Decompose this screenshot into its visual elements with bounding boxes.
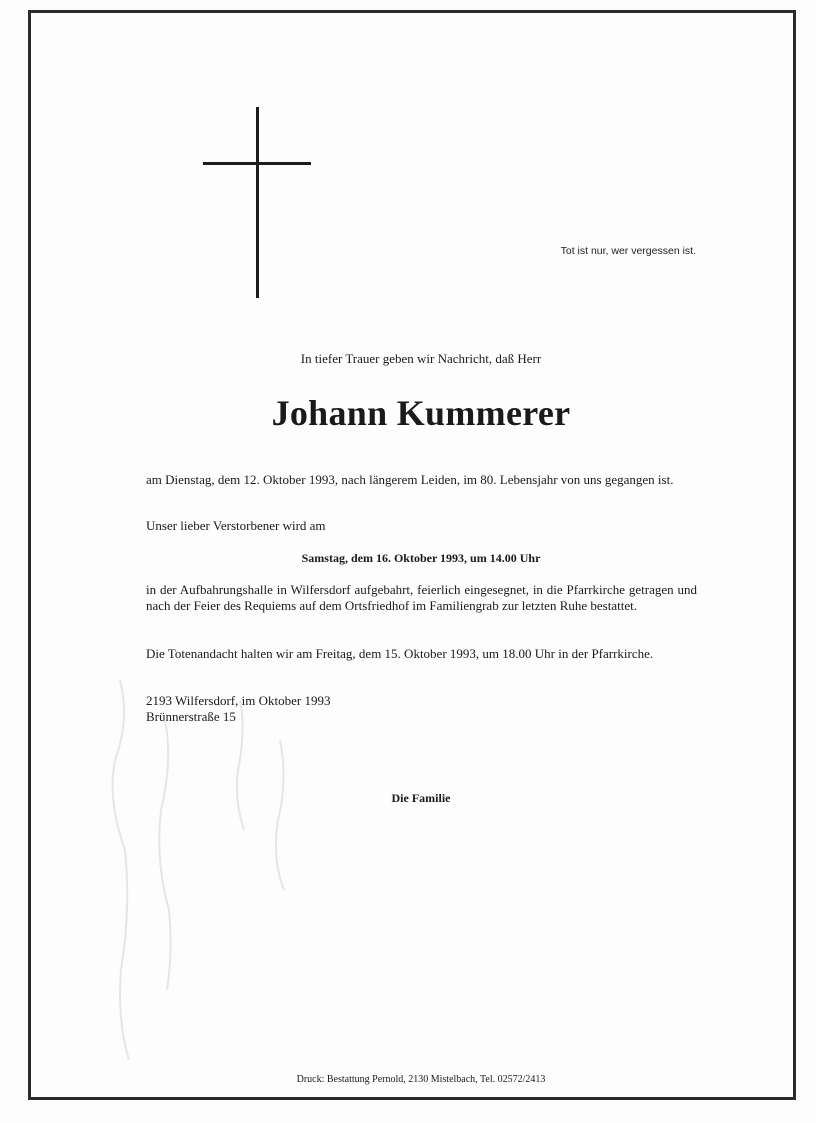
place-date: 2193 Wilfersdorf, im Oktober 1993 [146,693,331,708]
address: Brünnerstraße 15 [146,709,236,724]
deceased-name: Johann Kummerer [271,393,571,433]
prayer-service: Die Totenandacht halten wir am Freitag, dem 15. Oktober 1993, um 18.00 Uhr in der Pfarrkirche. [146,646,654,661]
motto: Tot ist nur, wer vergessen ist. [560,245,696,257]
funeral-details: in der Aufbahrungshalle in Wilfersdorf aufgebahrt, feierlich eingesegnet, in die Pfarrkirche getragen und nach der Feier des Requiems auf dem Ortsfriedhof im Familiengrab zur letzten Ruhe bestattet. [146,582,697,613]
cross-icon-horizontal-bar [203,162,311,165]
signature: Die Familie [391,791,451,805]
cross-icon-vertical-bar [256,107,259,298]
announcement-intro: In tiefer Trauer geben wir Nachricht, daß Herr [300,351,542,366]
show-through-handwriting [90,660,350,1080]
funeral-intro: Unser lieber Verstorbener wird am [146,518,326,533]
printer-credit: Druck: Bestattung Pernold, 2130 Mistelbach, Tel. 02572/2413 [296,1074,546,1085]
death-paragraph: am Dienstag, dem 12. Oktober 1993, nach längerem Leiden, im 80. Lebensjahr von uns gegangen ist. [146,472,674,487]
funeral-date: Samstag, dem 16. Oktober 1993, um 14.00 Uhr [301,551,541,565]
